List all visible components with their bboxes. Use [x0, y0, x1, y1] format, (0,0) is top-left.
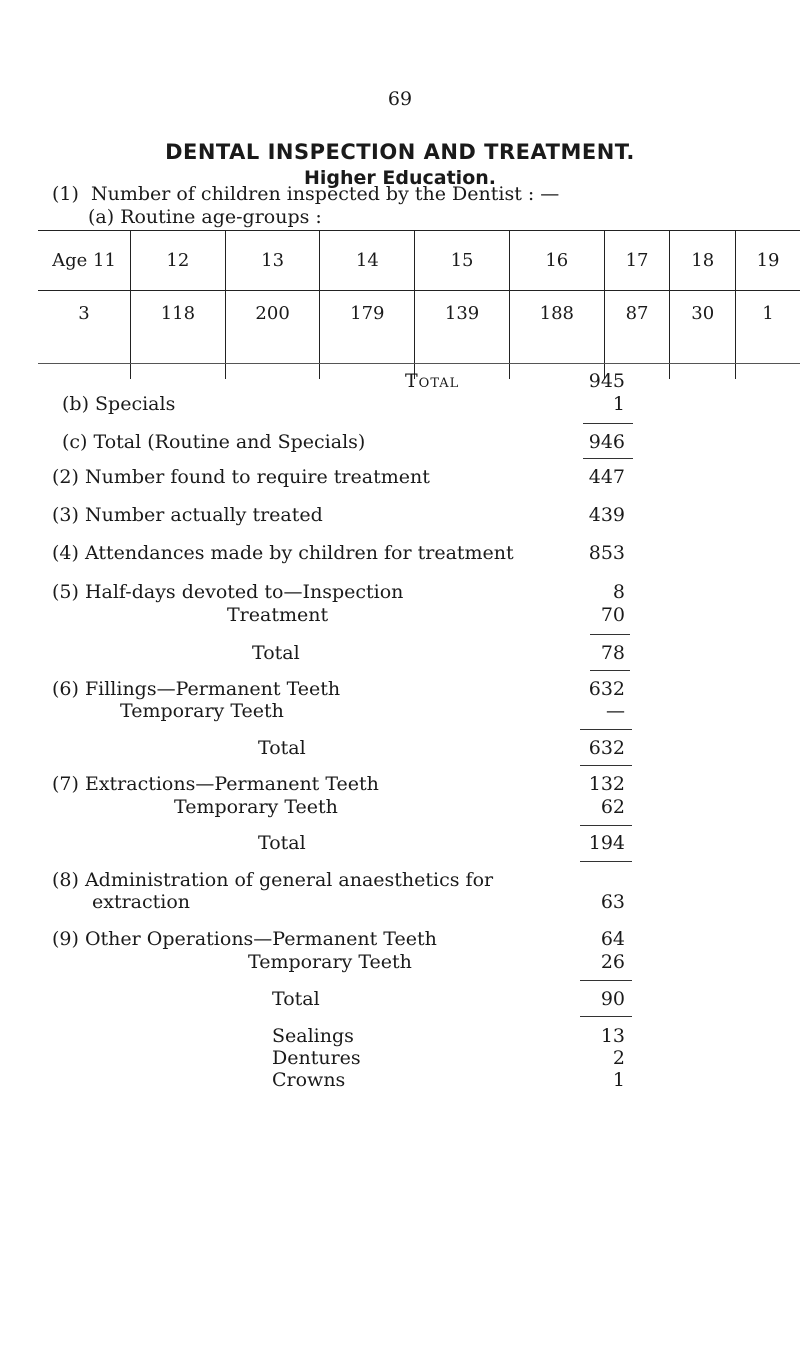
item-4-label: (4) Attendances made by children for treatment [52, 542, 514, 564]
count-cell: 179 [320, 291, 415, 380]
combined-total-value: 946 [588, 431, 625, 453]
combined-total-label: (c) Total (Routine and Specials) [62, 431, 366, 453]
count-row [38, 291, 800, 380]
misc-value-sealings: 13 [600, 1025, 625, 1047]
count-cell: 188 [509, 291, 604, 380]
item-2-value: 447 [588, 466, 625, 488]
item-8-value: 63 [600, 891, 625, 913]
sum-rule [580, 729, 632, 730]
item-2-label: (2) Number found to require treatment [52, 466, 430, 488]
section-1-heading: (1) Number of children inspected by the Dentist : — [52, 183, 560, 205]
item-7-value-1: 132 [588, 773, 625, 795]
page-number: 69 [387, 88, 413, 110]
item-7-sub-label: Temporary Teeth [174, 796, 338, 818]
item-7-total: 194 [588, 832, 625, 854]
count-cell: 87 [604, 291, 670, 380]
count-cell: 1 [736, 291, 800, 380]
age-cell: 13 [225, 230, 320, 291]
sum-rule [590, 634, 630, 635]
item-9-sub-label: Temporary Teeth [248, 951, 412, 973]
misc-label-dentures: Dentures [272, 1047, 361, 1069]
item-6-sub-label: Temporary Teeth [120, 700, 284, 722]
age-cell: 12 [131, 230, 226, 291]
item-7-total-label: Total [258, 832, 306, 854]
age-cell: 15 [415, 230, 510, 291]
count-cell: 30 [670, 291, 736, 380]
item-7-label: (7) Extractions—Permanent Teeth [52, 773, 379, 795]
age-cell: Age 11 [38, 230, 131, 291]
item-3-value: 439 [588, 504, 625, 526]
item-9-value-1: 64 [600, 928, 625, 950]
item-6-total-label: Total [258, 737, 306, 759]
item-5-label: (5) Half-days devoted to—Inspection [52, 581, 404, 603]
table-bottom-rule [38, 363, 800, 364]
age-group-table [38, 230, 800, 379]
routine-total-label: Total [405, 370, 460, 392]
item-8-sub-label: extraction [92, 891, 191, 913]
age-cell: 19 [736, 230, 800, 291]
page-subtitle: Higher Education. [304, 167, 496, 189]
misc-value-dentures: 2 [612, 1047, 625, 1069]
item-5-total: 78 [600, 642, 625, 664]
sum-rule [580, 980, 632, 981]
age-cell: 16 [509, 230, 604, 291]
item-5-sub-label: Treatment [227, 604, 329, 626]
sum-rule [583, 458, 633, 459]
item-9-label: (9) Other Operations—Permanent Teeth [52, 928, 437, 950]
age-header-row [38, 230, 800, 291]
item-9-total: 90 [600, 988, 625, 1010]
page-title: DENTAL INSPECTION AND TREATMENT. [165, 140, 635, 164]
sum-rule [580, 1016, 632, 1017]
item-7-value-2: 62 [600, 796, 625, 818]
age-cell: 14 [320, 230, 415, 291]
age-cell: 18 [670, 230, 736, 291]
sum-rule [590, 670, 630, 671]
sum-rule [580, 825, 632, 826]
sum-rule [580, 765, 632, 766]
specials-label: (b) Specials [62, 393, 176, 415]
misc-label-crowns: Crowns [272, 1069, 346, 1091]
item-5-value-1: 8 [612, 581, 625, 603]
age-cell: 17 [604, 230, 670, 291]
count-cell: 118 [131, 291, 226, 380]
item-4-value: 853 [588, 542, 625, 564]
item-3-label: (3) Number actually treated [52, 504, 323, 526]
item-6-value-2: — [606, 700, 625, 722]
count-cell: 3 [78, 303, 90, 324]
sum-rule [580, 861, 632, 862]
misc-label-sealings: Sealings [272, 1025, 354, 1047]
item-9-value-2: 26 [600, 951, 625, 973]
item-6-value-1: 632 [588, 678, 625, 700]
item-6-total: 632 [588, 737, 625, 759]
routine-total-value: 945 [588, 370, 625, 392]
item-8-label: (8) Administration of general anaesthetics for [52, 869, 494, 891]
item-5-total-label: Total [252, 642, 300, 664]
count-cell: 200 [225, 291, 320, 380]
specials-value: 1 [612, 393, 625, 415]
item-5-value-2: 70 [600, 604, 625, 626]
count-cell: 139 [415, 291, 510, 380]
section-1a-heading: (a) Routine age-groups : [88, 206, 322, 228]
misc-value-crowns: 1 [612, 1069, 625, 1091]
item-9-total-label: Total [272, 988, 320, 1010]
item-6-label: (6) Fillings—Permanent Teeth [52, 678, 341, 700]
sum-rule [583, 423, 633, 424]
